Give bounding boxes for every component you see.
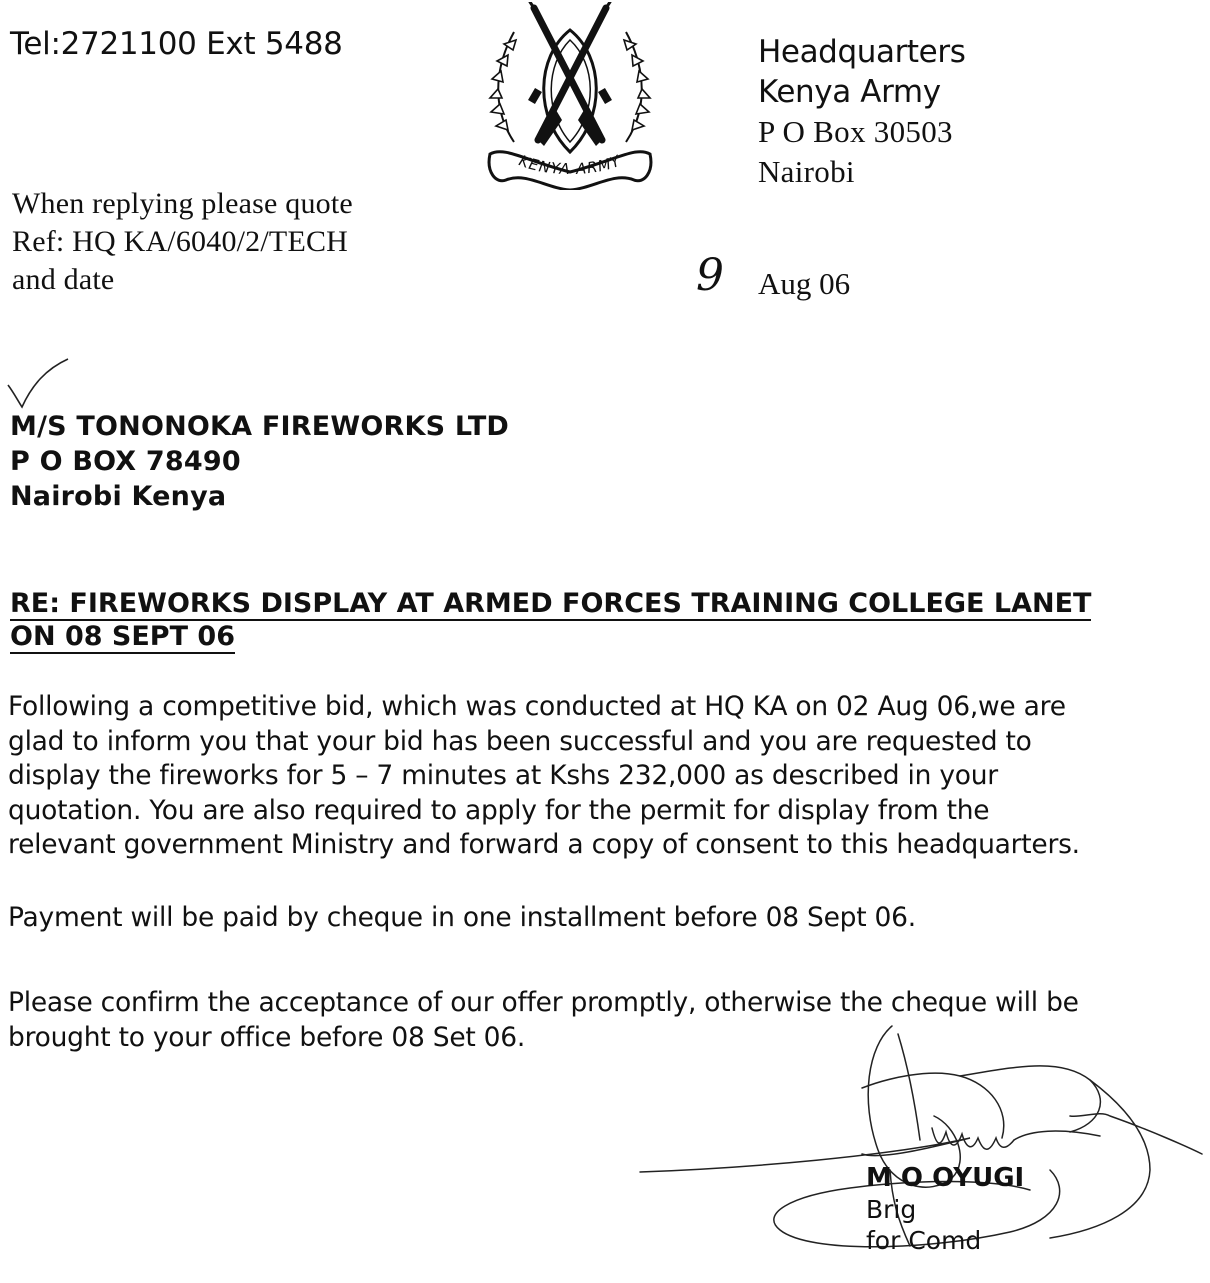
recipient-line: M/S TONONOKA FIREWORKS LTD [10, 411, 510, 442]
address-line: Nairobi [758, 154, 855, 189]
reference-line: and date [12, 263, 115, 296]
tick-mark-icon [4, 355, 74, 416]
subject-line: RE: FIREWORKS DISPLAY AT ARMED FORCES TRAINING COLLEGE LANET [10, 588, 1092, 619]
body-paragraph [8, 901, 916, 936]
kenya-army-crest-icon [484, 2, 656, 195]
body-line: Please confirm the acceptance of our offer promptly, otherwise the cheque will be [8, 987, 1079, 1018]
reference-line: Ref: HQ KA/6040/2/TECH [12, 225, 349, 258]
address-line: Kenya Army [758, 74, 941, 110]
body-line: relevant government Ministry and forward a copy of consent to this headquarters. [8, 829, 1080, 860]
recipient-line: P O BOX 78490 [10, 446, 241, 477]
address-line: Headquarters [758, 34, 966, 70]
signatory-name: M O OYUGI [866, 1163, 1025, 1193]
body-line: Payment will be paid by cheque in one installment before 08 Sept 06. [8, 902, 916, 933]
body-paragraph [8, 690, 1080, 863]
sender-address [758, 32, 965, 192]
address-line: P O Box 30503 [758, 114, 953, 149]
recipient-address [10, 409, 509, 514]
subject-line: ON 08 SEPT 06 [10, 621, 235, 652]
body-line: glad to inform you that your bid has been successful and you are requested to [8, 725, 1032, 757]
body-line: brought to your office before 08 Set 06. [8, 1021, 526, 1053]
recipient-line: Nairobi Kenya [10, 481, 227, 512]
body-line: quotation. You are also required to apply for the permit for display from the [8, 794, 990, 826]
signatory-rank: Brig [866, 1195, 917, 1224]
signatory-capacity: for Comd [866, 1226, 982, 1255]
subject-heading [10, 587, 1091, 653]
telephone-number: Tel:2721100 Ext 5488 [10, 26, 343, 62]
date-month-year: Aug 06 [758, 266, 851, 301]
signatory-block [866, 1163, 1024, 1256]
reference-line: When replying please quote [12, 187, 353, 220]
reference-block [12, 185, 353, 299]
crest-banner-text: KENYA ARMY [516, 151, 624, 179]
date-day-handwritten: 9 [696, 250, 724, 301]
body-line: Following a competitive bid, which was conducted at HQ KA on 02 Aug 06,we are [8, 691, 1066, 722]
body-line: display the fireworks for 5 – 7 minutes at Kshs 232,000 as described in your [8, 760, 998, 791]
